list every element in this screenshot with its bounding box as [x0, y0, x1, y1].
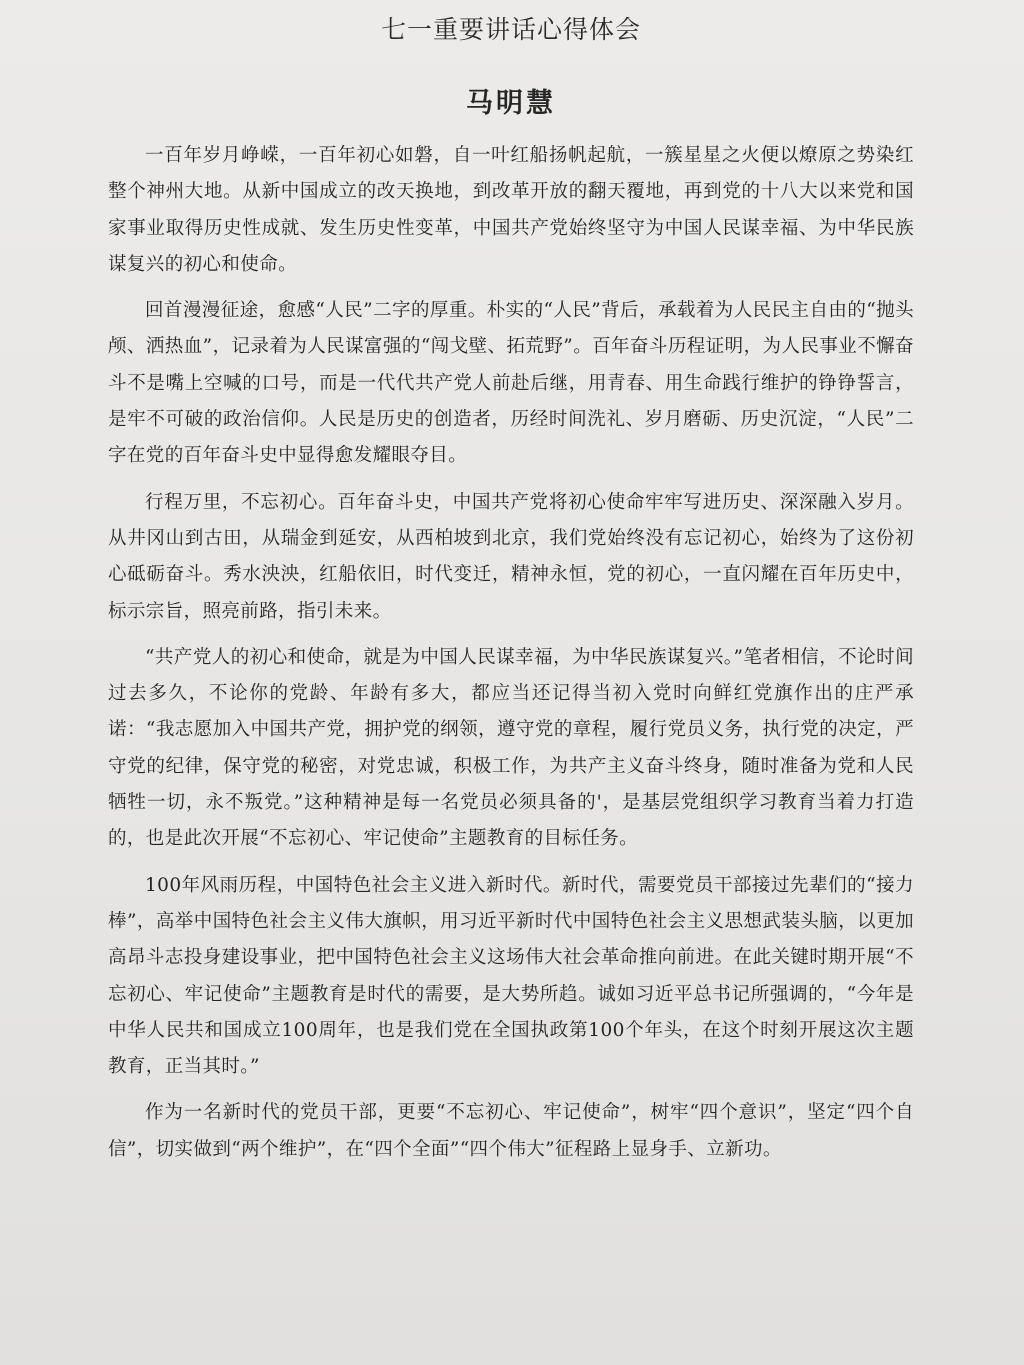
- paragraph-5: 100年风雨历程，中国特色社会主义进入新时代。新时代，需要党员干部接过先辈们的“接力棒”，高举中国特色社会主义伟大旗帜，用习近平新时代中国特色社会主义思想武装头脑，以更加高昂斗志投身建设事业，把中国特色社会主义这场伟大社会革命推向前进。在此关键时期开展“不忘初心、牢记使命”主题教育是时代的需要，是大势所趋。诚如习近平总书记所强调的，“今年是中华人民共和国成立100周年，也是我们党在全国执政第100个年头，在这个时刻开展这次主题教育，正当其时。”: [108, 874, 914, 1078]
- document-title: 七一重要讲话心得体会: [380, 15, 641, 44]
- document-author: 马明慧: [466, 88, 556, 119]
- document-body: [108, 138, 914, 1168]
- paragraph-1: 一百年岁月峥嵘，一百年初心如磐，自一叶红船扬帆起航，一簇星星之火便以燎原之势染红整个神州大地。从新中国成立的改天换地，到改革开放的翻天覆地，再到党的十八大以来党和国家事业取得历史性成就、发生历史性变革，中国共产党始终坚守为中国人民谋幸福、为中华民族谋复兴的初心和使命。: [108, 145, 914, 275]
- paragraph-3: 行程万里，不忘初心。百年奋斗史，中国共产党将初心使命牢牢写进历史、深深融入岁月。从井冈山到古田，从瑞金到延安，从西柏坡到北京，我们党始终没有忘记初心，始终为了这份初心砥砺奋斗。秀水泱泱，红船依旧，时代变迁，精神永恒，党的初心，一直闪耀在百年历史中，标示宗旨，照亮前路，指引未来。: [108, 491, 914, 622]
- paragraph-6: 作为一名新时代的党员干部，更要“不忘初心、牢记使命”，树牢“四个意识”，坚定“四个自信”，切实做到“两个维护”，在“四个全面”“四个伟大”征程路上显身手、立新功。: [108, 1102, 914, 1160]
- paragraph-4: “共产党人的初心和使命，就是为中国人民谋幸福，为中华民族谋复兴。”笔者相信，不论时间过去多久，不论你的党龄、年龄有多大，都应当还记得当初入党时向鲜红党旗作出的庄严承诺：“我志愿加入中国共产党，拥护党的纲领，遵守党的章程，履行党员义务，执行党的决定，严守党的纪律，保守党的秘密，对党忠诚，积极工作，为共产主义奋斗终身，随时准备为党和人民牺牲一切，永不叛党。”这种精神是每一名党员必须具备的'，是基层党组织学习教育当着力打造的，也是此次开展“不忘初心、牢记使命”主题教育的目标任务。: [108, 646, 914, 850]
- paragraph-2: 回首漫漫征途，愈感“人民”二字的厚重。朴实的“人民”背后，承载着为人民民主自由的“抛头颅、洒热血”，记录着为人民谋富强的“闯戈壁、拓荒野”。百年奋斗历程证明，为人民事业不懈奋斗不是嘴上空喊的口号，而是一代代共产党人前赴后继，用青春、用生命践行维护的铮铮誓言，是牢不可破的政治信仰。人民是历史的创造者，历经时间洗礼、岁月磨砺、历史沉淀，“人民”二字在党的百年奋斗史中显得愈发耀眼夺目。: [108, 300, 914, 467]
